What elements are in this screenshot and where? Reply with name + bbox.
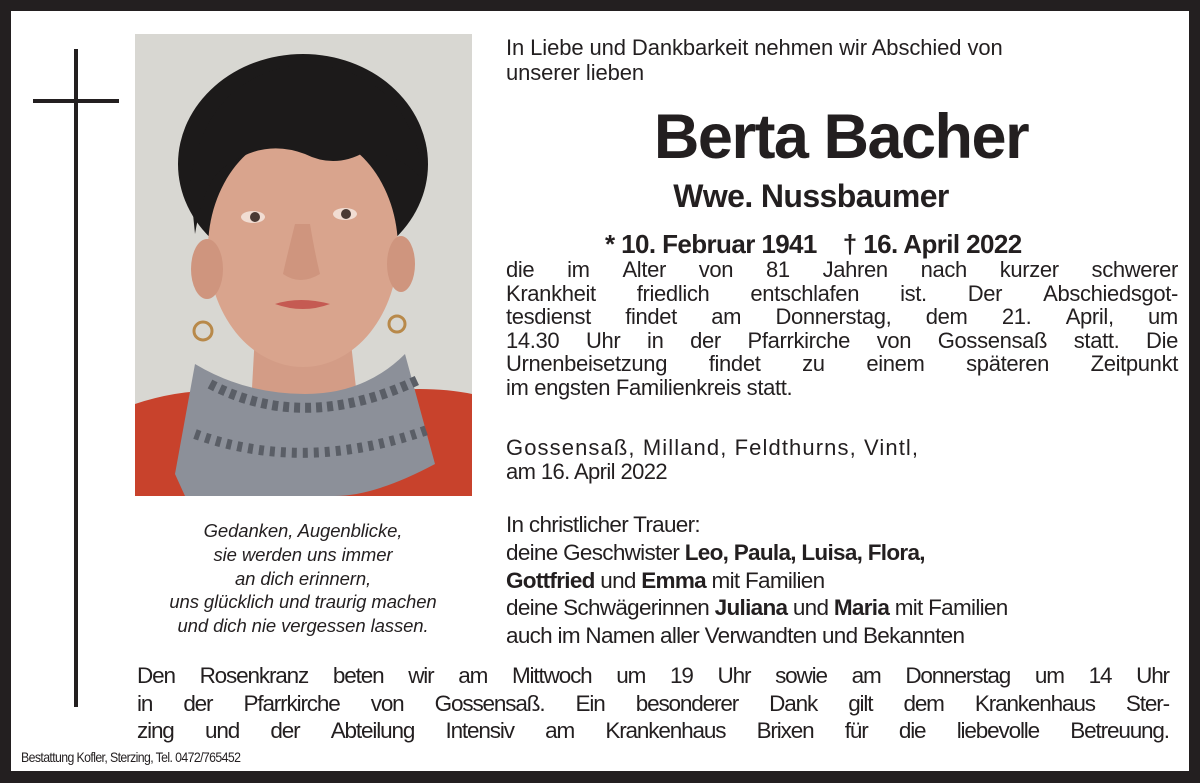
poem-line: und dich nie vergessen lassen.	[177, 615, 429, 637]
word: ist.	[900, 280, 927, 306]
word: am	[545, 718, 575, 744]
conjunction: und	[594, 567, 642, 593]
word: von	[370, 690, 404, 716]
word: entschlafen	[750, 280, 860, 306]
portrait-photo	[135, 34, 472, 496]
place-and-date	[506, 436, 919, 484]
word: und	[204, 718, 240, 744]
life-dates	[605, 229, 1022, 259]
text-line: im engsten Familienkreis statt.	[506, 374, 793, 400]
sisters-in-law-line	[506, 594, 1008, 622]
sister-in-law-name: Juliana	[714, 595, 788, 621]
word: die	[898, 718, 926, 744]
poem-line: sie werden uns immer	[213, 543, 393, 565]
intro-text	[506, 35, 1003, 85]
word: Brixen	[756, 718, 814, 744]
text-line	[137, 662, 1169, 690]
word: am	[711, 304, 742, 330]
word: 81	[766, 257, 790, 282]
word: Donnerstag	[905, 663, 1011, 688]
word: Ster-	[1125, 690, 1169, 716]
word: Mittwoch	[511, 663, 592, 688]
word: beten	[332, 663, 384, 688]
cross-icon-vertical-bar	[74, 49, 78, 707]
with-families: mit Familien	[705, 567, 825, 593]
word: April,	[1065, 304, 1114, 330]
text-line	[506, 258, 1178, 282]
word: besonderer	[635, 690, 739, 716]
word: um	[1034, 663, 1064, 688]
siblings-names: Leo, Paula, Luisa, Flora,	[684, 539, 925, 565]
word: Jahren	[822, 257, 888, 282]
word: Uhr	[717, 663, 751, 688]
word: schwerer	[1091, 257, 1178, 282]
word: Intensiv	[445, 718, 514, 744]
text-line	[506, 282, 1178, 306]
announcement-body	[506, 258, 1178, 400]
word: sowie	[775, 663, 827, 688]
siblings-prefix: deine Geschwister	[506, 539, 685, 565]
places-line: Gossensaß, Milland, Feldthurns, Vintl,	[506, 435, 920, 460]
with-families: mit Familien	[889, 595, 1008, 621]
word: Alter	[622, 257, 666, 282]
poem-line: Gedanken, Augenblicke,	[203, 520, 403, 541]
word: Urnenbeisetzung	[506, 351, 668, 377]
intro-line-1: In Liebe und Dankbarkeit nehmen wir Abschied von	[506, 35, 1003, 60]
word: 21.	[1001, 304, 1032, 330]
sister-in-law-name: Maria	[833, 595, 890, 621]
word: Ein	[575, 690, 605, 716]
word: findet	[708, 351, 761, 377]
word: dem	[903, 690, 944, 716]
sisters-in-law-prefix: deine Schwägerinnen	[506, 595, 715, 621]
funeral-home-credit: Bestattung Kofler, Sterzing, Tel. 0472/765452	[21, 749, 241, 765]
memorial-poem	[129, 519, 477, 638]
death-date: † 16. April 2022	[842, 229, 1022, 259]
word: Betreuung.	[1070, 718, 1169, 744]
obituary-card	[11, 11, 1189, 771]
word: findet	[625, 304, 677, 330]
word: Zeitpunkt	[1090, 351, 1178, 377]
word: zu	[802, 351, 825, 377]
word: Der	[967, 280, 1003, 306]
mourners-heading: In christlicher Trauer:	[506, 512, 700, 537]
word: Abteilung	[330, 718, 415, 744]
siblings-line	[506, 539, 1008, 567]
word: Den	[137, 663, 175, 688]
word: Krankheit	[506, 280, 596, 306]
word: um	[616, 663, 646, 688]
portrait-illustration	[135, 34, 472, 496]
word: liebevolle	[956, 718, 1040, 744]
widow-of-name: Wwe. Nussbaumer	[673, 178, 949, 214]
sibling-name: Gottfried	[506, 567, 595, 593]
word: 14.30	[506, 327, 560, 353]
text-line	[506, 352, 1178, 376]
word: 14	[1088, 663, 1112, 688]
word: am	[851, 663, 881, 688]
word: tesdienst	[506, 304, 591, 330]
word: zing	[137, 718, 174, 744]
word: 19	[670, 663, 693, 688]
word: Krankenhaus	[974, 690, 1095, 716]
on-behalf-line: auch im Namen aller Verwandten und Bekannten	[506, 623, 965, 649]
cross-icon-horizontal-bar	[33, 99, 119, 103]
word: Donnerstag,	[775, 304, 892, 330]
deceased-name: Berta Bacher	[653, 102, 1029, 172]
word: einem	[866, 351, 925, 377]
word: von	[876, 327, 912, 353]
word: Dank	[769, 690, 818, 716]
birth-date: * 10. Februar 1941	[605, 229, 817, 259]
word: Rosenkranz	[199, 663, 309, 688]
word: Pfarrkirche	[243, 690, 340, 716]
word: kurzer	[999, 257, 1059, 282]
word: der	[690, 327, 721, 353]
word: von	[698, 257, 734, 282]
word: friedlich	[636, 280, 710, 306]
word: um	[1148, 304, 1178, 330]
word: Uhr	[585, 327, 621, 353]
word: wir	[408, 663, 434, 688]
word: Die	[1146, 327, 1178, 353]
conjunction: und	[787, 595, 834, 621]
word: Krankenhaus	[605, 718, 726, 744]
poem-line: an dich erinnern,	[234, 567, 372, 589]
text-line	[506, 305, 1178, 329]
word: der	[183, 690, 213, 716]
word: Uhr	[1136, 663, 1169, 688]
siblings-line-2	[506, 567, 1008, 595]
word: in	[647, 327, 664, 353]
word: Pfarrkirche	[747, 327, 851, 353]
poem-line: uns glücklich und traurig machen	[169, 591, 437, 613]
word: Gossensaß	[937, 327, 1048, 353]
text-line	[137, 690, 1169, 718]
word: in	[137, 690, 153, 716]
word: nach	[920, 257, 967, 282]
word: am	[458, 663, 488, 688]
word: gilt	[848, 690, 873, 716]
word: späteren	[966, 351, 1049, 377]
text-line	[506, 329, 1178, 353]
intro-line-2: unserer lieben	[506, 60, 645, 85]
announcement-date: am 16. April 2022	[506, 459, 668, 484]
word: der	[270, 718, 300, 744]
word: die	[506, 257, 535, 282]
word: statt.	[1073, 327, 1120, 353]
text-line	[137, 717, 1169, 745]
word: Gossensaß.	[434, 690, 545, 716]
mourners-list	[506, 511, 1008, 650]
word: Abschiedsgot-	[1043, 280, 1178, 306]
word: dem	[925, 304, 968, 330]
word: für	[844, 718, 868, 744]
sibling-name: Emma	[641, 567, 706, 593]
word: im	[567, 257, 590, 282]
closing-paragraph	[137, 662, 1169, 745]
